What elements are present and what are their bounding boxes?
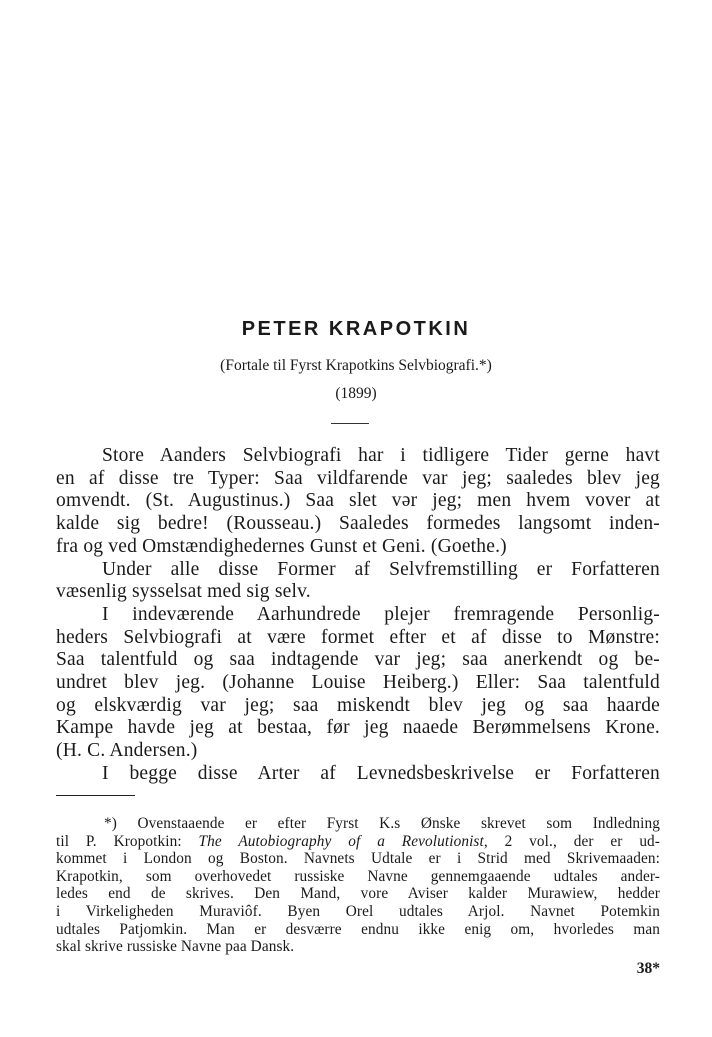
body-line: I indeværende Aarhundrede plejer fremragende Personlig-	[102, 603, 660, 625]
footnote-line: skal skrive russiske Navne paa Dansk.	[56, 938, 295, 956]
body-line: I begge disse Arter af Levnedsbeskrivelse er Forfatteren	[102, 762, 660, 784]
body-line: væsenlig sysselsat med sig selv.	[56, 581, 311, 603]
body-line: en af disse tre Typer: Saa vildfarende var jeg; saaledes blev jeg	[56, 467, 660, 489]
footnote-text: 2 vol., der er ud-	[487, 832, 661, 850]
title-divider	[331, 423, 369, 424]
body-line: Under alle disse Former af Selvfremstilling er Forfatteren	[102, 558, 660, 580]
body-line: Kampe havde jeg at bestaa, før jeg naaede Berømmelsens Krone.	[56, 717, 660, 739]
body-line: fra og ved Omstændighedernes Gunst et Geni. (Goethe.)	[56, 535, 507, 557]
chapter-year: (1899)	[335, 385, 377, 402]
body-line: undret blev jeg. (Johanne Louise Heiberg.) Eller: Saa talentfuld	[56, 672, 660, 694]
body-line: Saa talentfuld og saa indtagende var jeg; saa anerkendt og be-	[56, 649, 660, 671]
body-line: Store Aanders Selvbiografi har i tidligere Tider gerne havt	[102, 445, 660, 466]
footnote-line: ledes end de skrives. Den Mand, vore Aviser kalder Murawiew, hedder	[56, 885, 660, 903]
footnote-line: udtales Patjomkin. Man er desværre endnu ikke enig om, hvorledes man	[56, 920, 660, 938]
page-number: 38*	[636, 960, 660, 977]
footnote	[56, 815, 660, 956]
body-line: og elskværdig var jeg; saa miskendt blev jeg og saa haarde	[56, 694, 660, 716]
body-line: (H. C. Andersen.)	[56, 740, 198, 762]
body-line: kalde sig bedre! (Rousseau.) Saaledes formedes langsomt inden-	[56, 513, 660, 535]
body-line: omvendt. (St. Augustinus.) Saa slet vər jeg; men hvem vover at	[56, 490, 660, 512]
chapter-subtitle: (Fortale til Fyrst Krapotkins Selvbiografi.*)	[220, 357, 492, 374]
footnote-text: til P. Kropotkin:	[56, 832, 199, 850]
footnote-line	[56, 833, 660, 851]
footnote-line: kommet i London og Boston. Navnets Udtale er i Strid med Skrivemaaden:	[56, 850, 660, 868]
chapter-title: PETER KRAPOTKIN	[241, 318, 471, 340]
footnote-line: *) Ovenstaaende er efter Fyrst K.s Ønske skrevet som Indledning	[104, 815, 660, 832]
footnote-line: Krapotkin, som overhovedet russiske Navne gennemgaaende udtales ander-	[56, 867, 660, 885]
body-line: heders Selvbiografi at være formet efter et af disse to Mønstre:	[56, 626, 660, 648]
footnote-divider	[56, 795, 135, 796]
book-title: The Autobiography of a Revolutionist,	[198, 832, 488, 850]
body-text	[56, 445, 660, 786]
footnote-line: i Virkeligheden Muraviôf. Byen Orel udtales Arjol. Navnet Potemkin	[56, 902, 660, 920]
